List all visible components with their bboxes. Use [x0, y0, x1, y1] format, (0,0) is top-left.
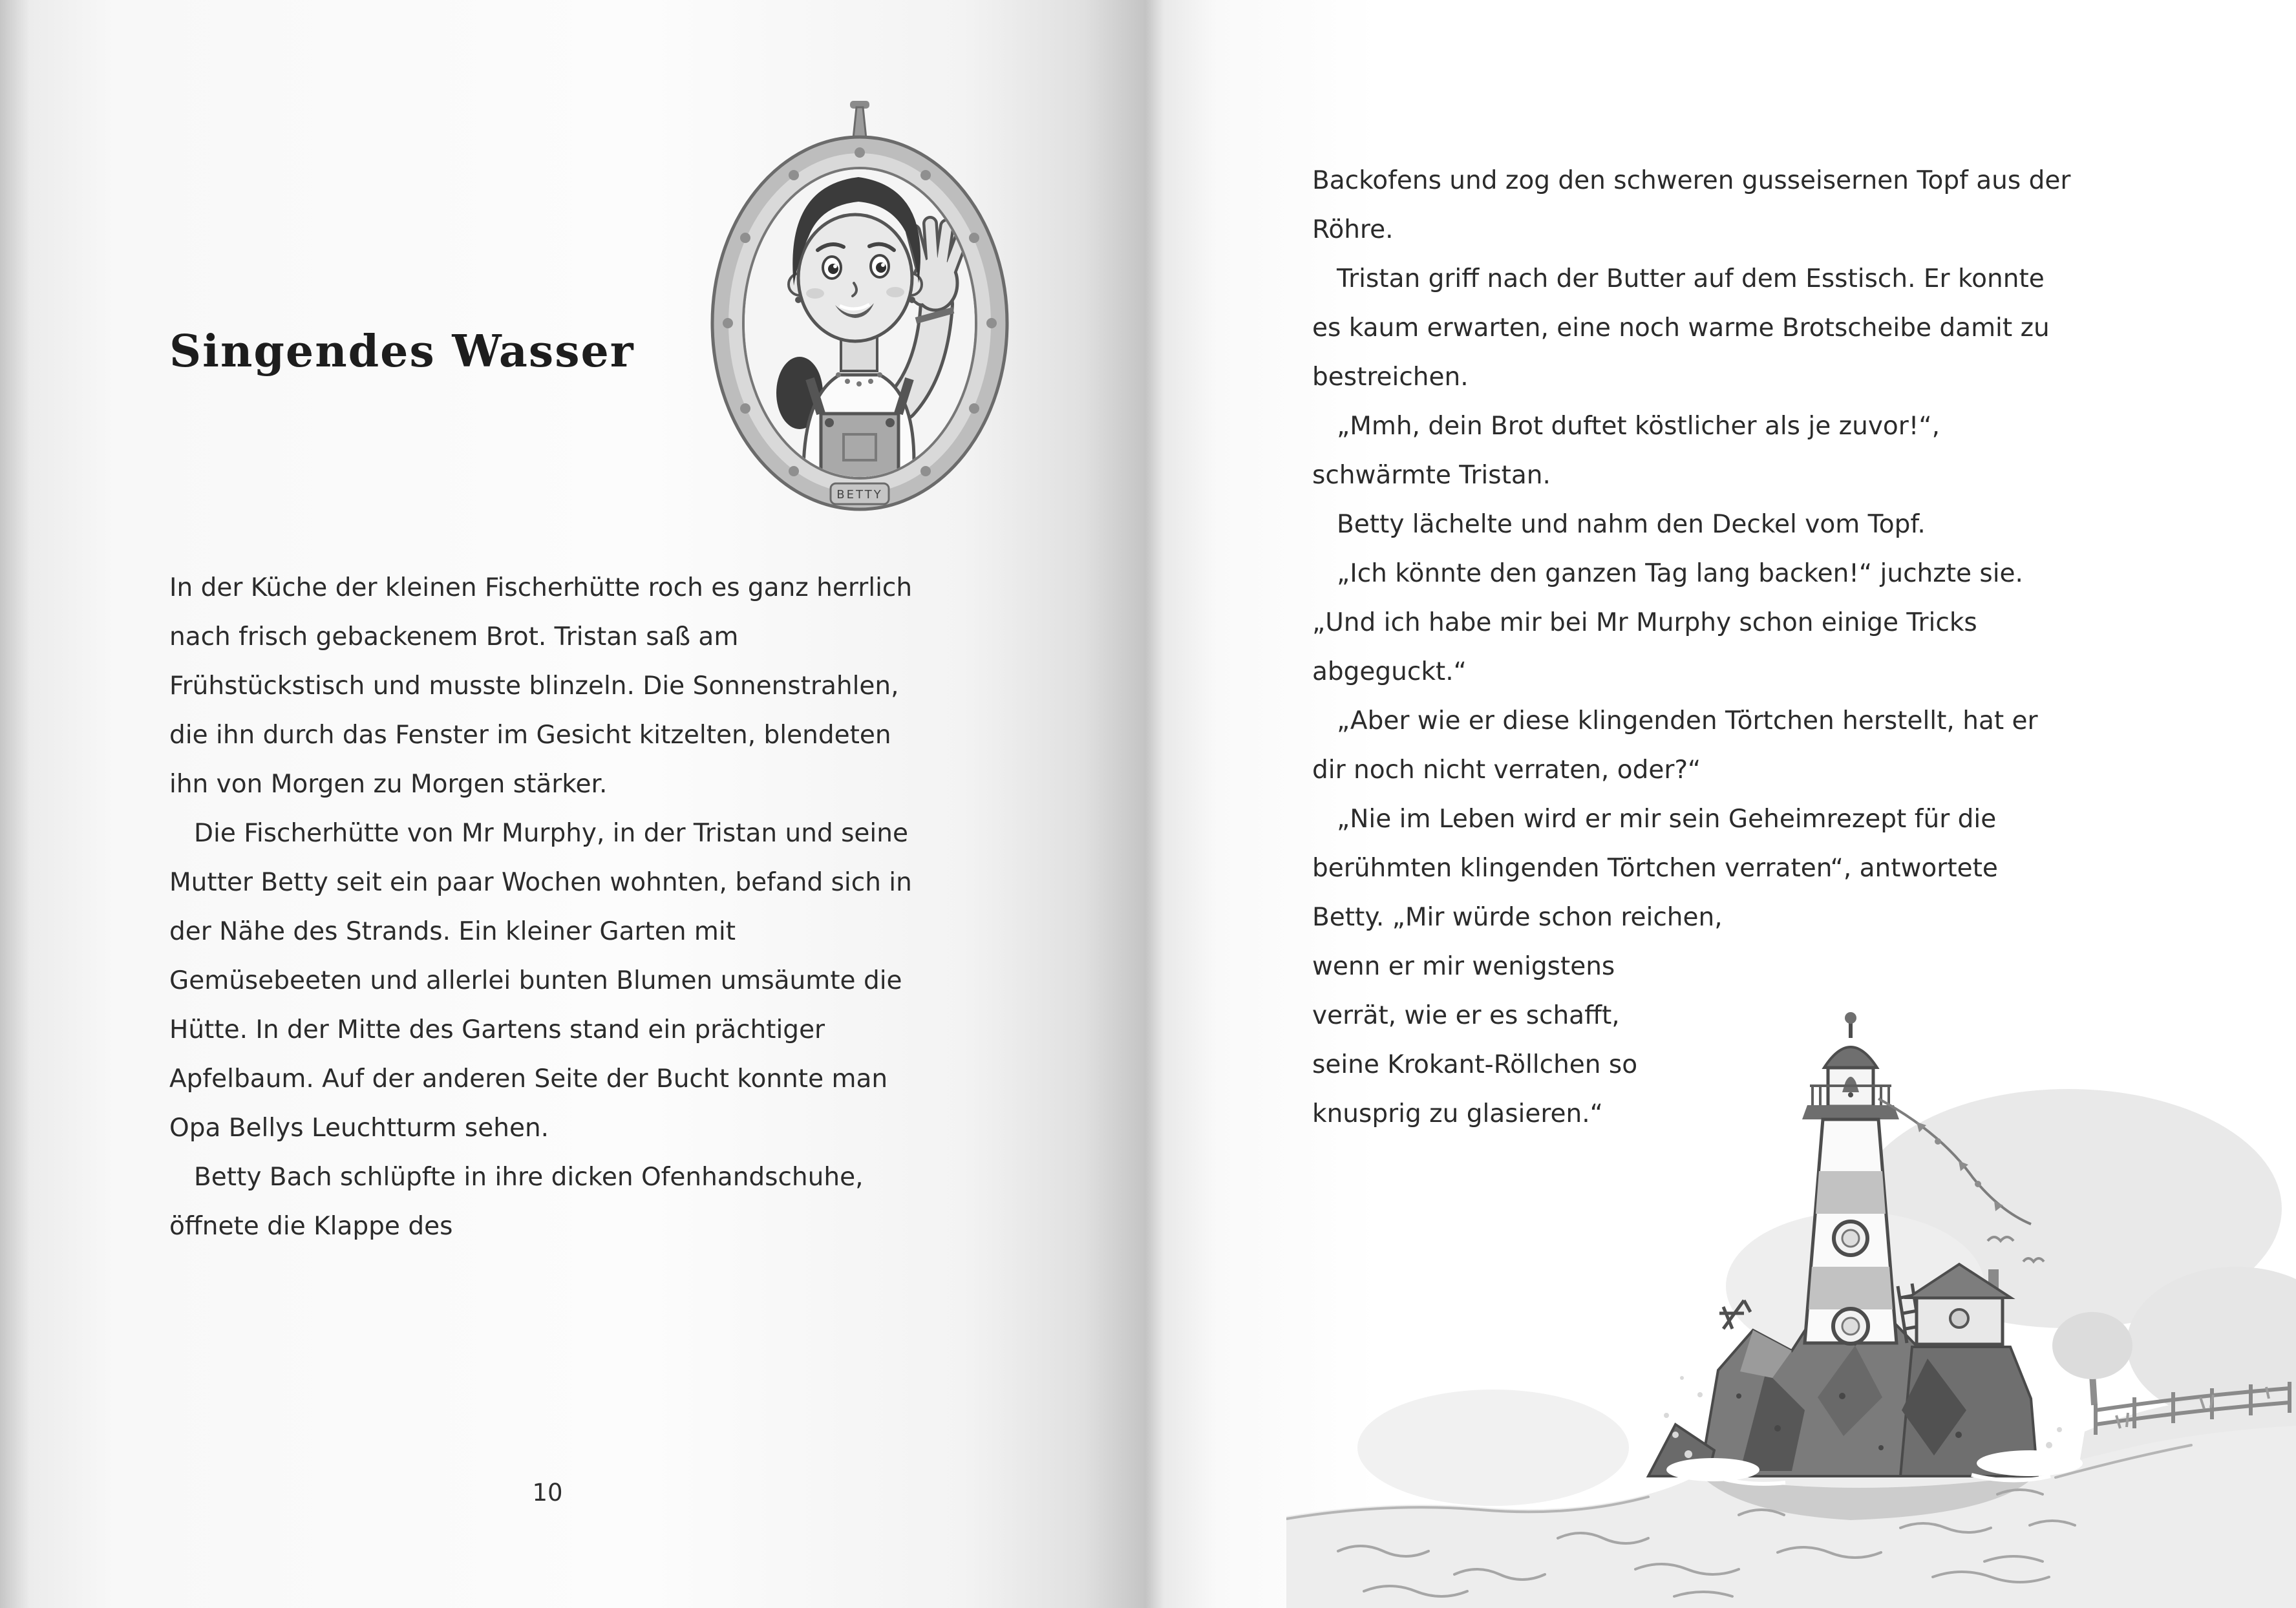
paragraph: wenn er mir wenigstens verrät, wie er es schafft, seine Krokant-Röllchen so knusprig zu glasieren.“: [1312, 952, 1638, 1128]
tree: [2052, 1312, 2132, 1405]
tower-stripe: [1816, 1171, 1886, 1214]
porthole-hanger: [850, 101, 869, 138]
paragraph: „Aber wie er diese klingenden Törtchen herstellt, hat er dir noch nicht verraten, oder?“: [1312, 706, 2038, 785]
paragraph: Tristan griff nach der Butter auf dem Esstisch. Er konnte es kaum erwarten, eine noch warme Brotscheibe damit zu bestreichen.: [1312, 264, 2050, 392]
page-number: 10: [532, 1479, 563, 1507]
paragraph: Betty Bach schlüpfte in ihre dicken Ofenhandschuhe, öffnete die Klappe des: [169, 1163, 864, 1241]
left-page-body: [169, 564, 926, 1251]
paragraph: In der Küche der kleinen Fischerhütte roch es ganz herrlich nach frisch gebackenem Brot. Tristan saß am Frühstückstisch und musste blinzeln. Die Sonnenstrahlen, die ihn durch das Fenster im Gesicht kitzelten, blendeten ihn von Morgen zu Morgen stärker.: [169, 573, 913, 799]
paragraph: „Nie im Leben wird er mir sein Geheimrezept für die berühmten klingenden Törtchen verraten“, antwortete Betty. „Mir würde schon reichen,: [1312, 805, 1998, 932]
porthole-portrait-illustration: [708, 90, 1012, 517]
paragraph: Betty lächelte und nahm den Deckel vom Topf.: [1337, 510, 1926, 539]
paragraph: Backofens und zog den schweren gusseisernen Topf aus der Röhre.: [1312, 166, 2071, 244]
gallery-platform: [1802, 1105, 1899, 1119]
paragraph: „Ich könnte den ganzen Tag lang backen!“ juchzte sie. „Und ich habe mir bei Mr Murphy schon einige Tricks abgeguckt.“: [1312, 559, 2023, 686]
paragraph: „Mmh, dein Brot duftet köstlicher als je zuvor!“, schwärmte Tristan.: [1312, 412, 1940, 490]
paragraph: Die Fischerhütte von Mr Murphy, in der Tristan und seine Mutter Betty seit ein paar Wochen wohnten, befand sich in der Nähe des Strands. Ein kleiner Garten mit Gemüsebeeten und allerlei bunten Blumen umsäumte die Hütte. In der Mitte des Gartens stand ein prächtiger Apfelbaum. Auf der anderen Seite der Bucht konnte man Opa Bellys Leuchtturm sehen.: [169, 819, 912, 1143]
name-plate: [831, 483, 889, 504]
name-plate-label: BETTY: [836, 488, 883, 502]
chapter-title: Singendes Wasser: [169, 325, 635, 377]
lighthouse-svg: [1286, 1008, 2296, 1608]
right-page-body: [1312, 156, 2072, 1139]
porthole-portrait-svg: [708, 90, 1012, 517]
lighthouse-dome: [1824, 1047, 1877, 1068]
tower-stripe: [1809, 1267, 1893, 1309]
lighthouse-illustration: [1286, 1008, 2296, 1608]
